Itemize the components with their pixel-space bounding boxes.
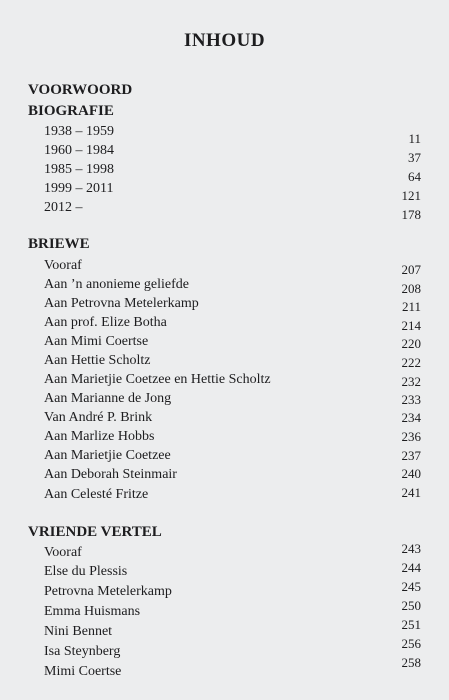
toc-entry-label: 1985 – 1998 xyxy=(44,162,114,177)
toc-entry-page: 256 xyxy=(401,636,421,651)
toc-entry-label: 1999 – 2011 xyxy=(44,181,114,196)
toc-entry-label: Aan Celesté Fritze xyxy=(44,487,149,502)
toc-entry-page: 178 xyxy=(401,207,421,222)
page-title: INHOUD xyxy=(183,30,266,51)
toc-entry-page: 233 xyxy=(401,392,421,407)
toc-entry-label: Mimi Coertse xyxy=(44,664,122,679)
toc-entry-page: 251 xyxy=(401,617,421,632)
toc-entry-label: Aan Marietjie Coetzee xyxy=(44,448,171,463)
toc-entry-label: Aan Marlize Hobbs xyxy=(44,429,155,444)
toc-entry-label: Aan Mimi Coertse xyxy=(44,334,149,349)
toc-entry-page: 121 xyxy=(401,188,421,203)
toc-entry-page: 237 xyxy=(401,448,421,463)
toc-entry-label: Aan Marianne de Jong xyxy=(44,391,172,406)
toc-entry-page: 244 xyxy=(401,560,421,575)
toc-entry-page: 220 xyxy=(401,336,421,351)
toc-entry-page: 258 xyxy=(401,655,421,670)
toc-entry-page: 207 xyxy=(401,262,421,277)
toc-entry-label: Isa Steynberg xyxy=(44,644,121,659)
toc-entry-label: Van André P. Brink xyxy=(44,410,153,425)
toc-entry-label: Aan Petrovna Metelerkamp xyxy=(44,296,199,311)
toc-entry-label: Nini Bennet xyxy=(44,624,113,639)
toc-entry-label: 2012 – xyxy=(44,200,83,215)
toc-entry-page: 64 xyxy=(408,169,421,184)
section-heading-briewe: BRIEWE xyxy=(28,236,90,252)
toc-entry-page: 241 xyxy=(401,485,421,500)
toc-entry-label: Aan ’n anonieme geliefde xyxy=(44,277,189,292)
section-heading-voorwoord: VOORWOORD xyxy=(28,82,133,98)
toc-entry-label: Aan Hettie Scholtz xyxy=(44,353,151,368)
toc-entry-page: 11 xyxy=(408,131,421,146)
toc-entry-page: 250 xyxy=(401,598,421,613)
toc-entry-label: Else du Plessis xyxy=(44,564,128,579)
toc-entry-page: 236 xyxy=(401,429,421,444)
toc-entry-label: Aan Deborah Steinmair xyxy=(44,467,177,482)
toc-entry-page: 211 xyxy=(401,299,421,314)
toc-entry-label: 1938 – 1959 xyxy=(44,124,114,139)
toc-entry-page: 37 xyxy=(408,150,421,165)
toc-entry-label: Vooraf xyxy=(44,545,82,560)
toc-entry-page: 243 xyxy=(401,541,421,556)
toc-entry-page: 245 xyxy=(401,579,421,594)
toc-entry-label: Aan Marietjie Coetzee en Hettie Scholtz xyxy=(44,372,271,387)
toc-entry-label: Aan prof. Elize Botha xyxy=(44,315,167,330)
toc-entry-label: 1960 – 1984 xyxy=(44,143,114,158)
toc-entry-page: 214 xyxy=(401,318,421,333)
section-heading-biografie: BIOGRAFIE xyxy=(28,103,114,119)
toc-entry-page: 222 xyxy=(401,355,421,370)
toc-entry-label: Emma Huismans xyxy=(44,604,141,619)
toc-entry-label: Petrovna Metelerkamp xyxy=(44,584,172,599)
toc-entry-page: 232 xyxy=(401,374,421,389)
toc-entry-label: Vooraf xyxy=(44,258,82,273)
toc-entry-page: 240 xyxy=(401,466,421,481)
section-heading-vriende-vertel: VRIENDE VERTEL xyxy=(28,524,162,540)
toc-entry-page: 208 xyxy=(401,281,421,296)
toc-entry-page: 234 xyxy=(401,410,421,425)
